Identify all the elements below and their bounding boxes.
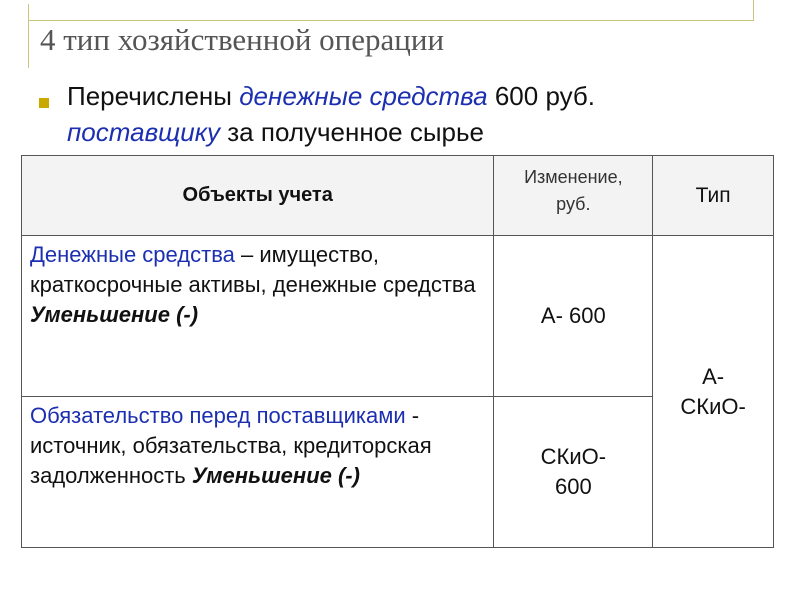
lead-part1: Перечислены bbox=[67, 81, 240, 111]
lead-highlight-supplier: поставщику bbox=[67, 117, 221, 147]
row1-object bbox=[22, 236, 494, 397]
lead-part3: за полученное сырье bbox=[220, 117, 485, 147]
frame-top-line bbox=[28, 20, 754, 21]
row2-name: Обязательство перед поставщиками bbox=[30, 403, 406, 428]
frame-right-line bbox=[753, 0, 754, 20]
lead-text bbox=[67, 78, 767, 150]
row2-effect: Уменьшение (-) bbox=[191, 463, 360, 488]
row2-change bbox=[494, 397, 653, 548]
table-header-row bbox=[22, 156, 774, 236]
row2-desc: - источник, обязательства, кредиторская задолженность bbox=[30, 403, 432, 488]
header-change-text: Изменение, руб. bbox=[524, 167, 623, 214]
header-change bbox=[494, 156, 653, 236]
operations-table bbox=[21, 155, 774, 548]
row1-desc: – имущество, краткосрочные активы, денежные средства bbox=[30, 242, 476, 297]
table-row bbox=[22, 236, 774, 397]
slide-title: 4 тип хозяйственной операции bbox=[40, 22, 445, 57]
row1-effect: Уменьшение (-) bbox=[30, 302, 199, 327]
header-objects: Объекты учета bbox=[22, 156, 494, 236]
row1-name: Денежные средства bbox=[30, 242, 235, 267]
header-type: Тип bbox=[653, 156, 774, 236]
row2-change-text: СКиО- 600 bbox=[540, 444, 607, 499]
row1-change: А- 600 bbox=[494, 236, 653, 397]
frame-left-line bbox=[28, 4, 29, 68]
type-line2: СКиО- bbox=[680, 393, 746, 419]
lead-part2: 600 руб. bbox=[487, 81, 596, 111]
type-line1: А- bbox=[702, 363, 725, 389]
bullet-marker bbox=[39, 98, 49, 108]
row2-object bbox=[22, 397, 494, 548]
type-cell bbox=[653, 236, 774, 548]
lead-highlight-money: денежные средства bbox=[239, 81, 488, 111]
